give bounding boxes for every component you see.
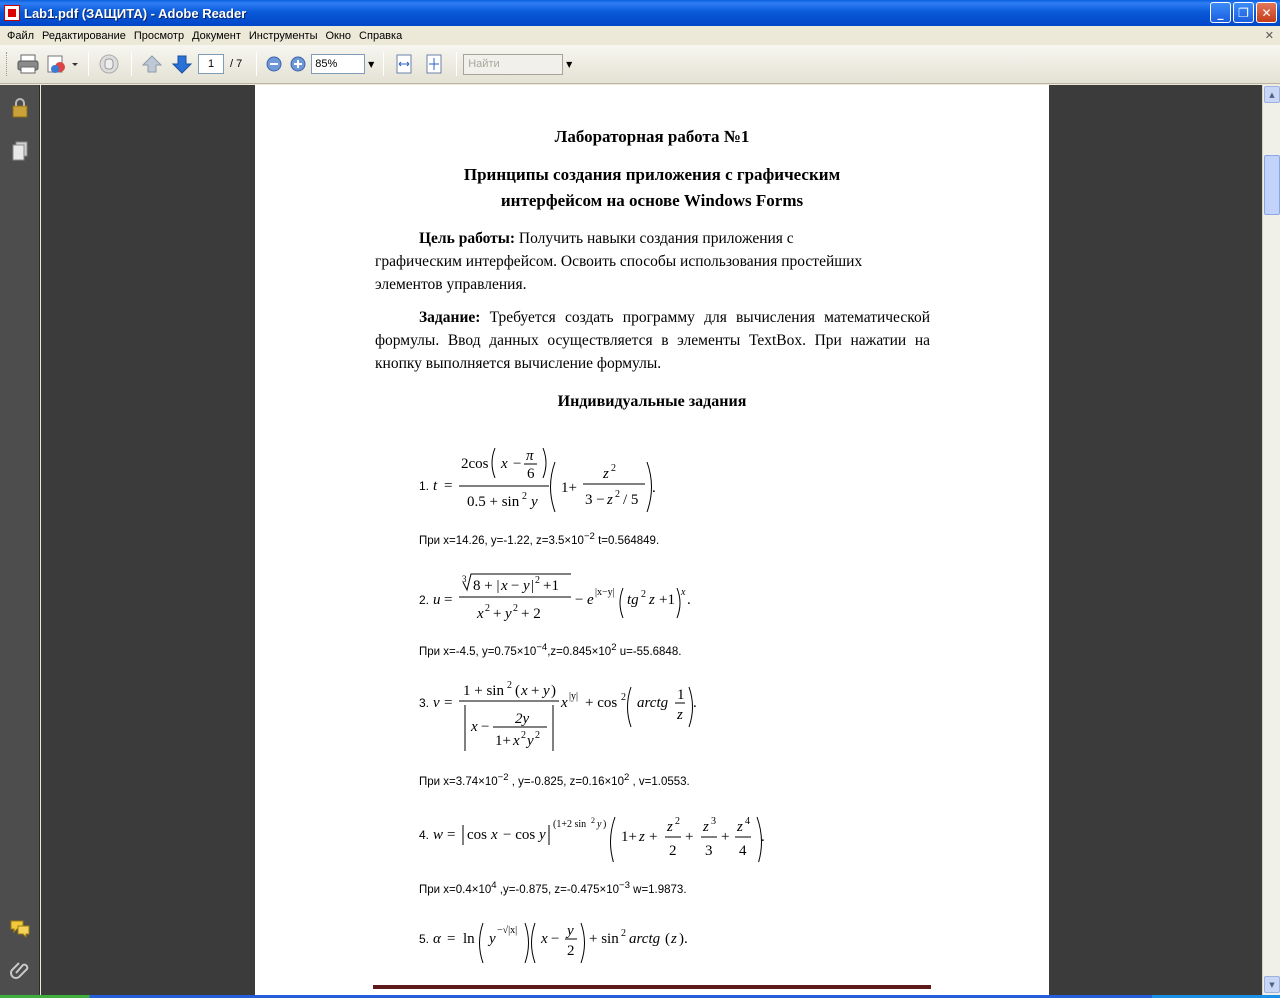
svg-text:v: v [433, 695, 440, 711]
svg-text:x: x [521, 683, 528, 699]
svg-text:z: z [703, 819, 709, 835]
svg-text:2: 2 [567, 943, 575, 959]
svg-text:2: 2 [521, 730, 526, 741]
formula-1-number: 1. [419, 479, 430, 493]
svg-text:x: x [513, 733, 520, 749]
arrow-up-icon [141, 53, 163, 75]
menu-help[interactable]: Справка [359, 29, 403, 42]
svg-text:−: − [575, 592, 584, 608]
formula-4 [419, 807, 779, 862]
svg-text:z: z [607, 492, 613, 508]
svg-text:3: 3 [705, 843, 713, 859]
svg-text:|x−y|: |x−y| [595, 587, 615, 598]
title-bar [0, 0, 1280, 26]
svg-text:.: . [652, 480, 656, 496]
menu-window[interactable]: Окно [325, 29, 352, 42]
svg-text:|y|: |y| [569, 691, 579, 702]
svg-text:π: π [526, 448, 534, 464]
svg-text:x: x [501, 456, 508, 472]
svg-text:2: 2 [611, 463, 616, 474]
svg-text:.: . [761, 829, 765, 845]
maximize-button[interactable]: ❐ [1233, 2, 1254, 23]
svg-text:+ sin: + sin [589, 931, 619, 947]
svg-text:y: y [527, 733, 534, 749]
svg-text:6: 6 [527, 466, 535, 482]
svg-text:2: 2 [675, 816, 680, 827]
zoom-in-icon [289, 55, 307, 73]
previous-page-button[interactable] [138, 50, 166, 78]
svg-text:2: 2 [513, 603, 518, 614]
svg-text:−: − [511, 578, 520, 594]
menu-view[interactable]: Просмотр [133, 29, 185, 42]
menu-tools[interactable]: Инструменты [248, 29, 318, 42]
toolbar [0, 45, 1280, 84]
svg-text:3: 3 [711, 816, 716, 827]
svg-text:y: y [523, 578, 530, 594]
fit-width-icon [393, 53, 415, 75]
svg-text:tg: tg [627, 592, 639, 608]
hand-tool-button[interactable] [95, 50, 123, 78]
svg-text:−: − [513, 456, 522, 472]
svg-text:+: + [721, 829, 730, 845]
svg-text:+ cos: + cos [585, 695, 618, 711]
menu-document[interactable]: Документ [192, 29, 241, 42]
zoom-level-field[interactable]: 85% [311, 54, 365, 74]
svg-text:z: z [667, 819, 673, 835]
svg-text:+1: +1 [543, 578, 559, 594]
share-button[interactable] [44, 50, 80, 78]
svg-text:2: 2 [669, 843, 677, 859]
doc-subtitle-line2: интерфейсом на основе Windows Forms [500, 191, 804, 210]
formula-3 [419, 679, 719, 754]
svg-text:2cos: 2cos [461, 456, 489, 472]
svg-text:+ 2: + 2 [521, 606, 541, 622]
svg-text:1+: 1+ [561, 480, 577, 496]
svg-text:/ 5: / 5 [623, 492, 639, 508]
minimize-button[interactable]: _ [1210, 2, 1231, 23]
formula-1 [419, 440, 679, 512]
svg-text:2: 2 [615, 489, 620, 500]
svg-text:z: z [671, 931, 677, 947]
formula-5-number: 5. [419, 932, 430, 946]
svg-text:(: ( [515, 683, 520, 699]
formula-2 [419, 570, 719, 625]
svg-text:2: 2 [535, 575, 540, 586]
svg-text:1 + sin: 1 + sin [463, 683, 504, 699]
svg-text:1+: 1+ [495, 733, 511, 749]
formula-4-number: 4. [419, 828, 430, 842]
svg-text:−: − [551, 931, 560, 947]
page-total: / 7 [230, 58, 243, 70]
svg-text:z: z [677, 707, 683, 723]
individual-heading: Индивидуальные задания [557, 393, 747, 410]
goal-line2: графическим интерфейсом. Освоить способы использования простейших [375, 253, 863, 270]
svg-text:− cos: − cos [503, 827, 536, 843]
svg-text:x: x [471, 719, 478, 735]
svg-text:−: − [481, 719, 490, 735]
zoom-out-button[interactable] [263, 50, 285, 78]
svg-text:z: z [649, 592, 655, 608]
svg-text:ln: ln [463, 931, 475, 947]
svg-text:y: y [543, 683, 550, 699]
svg-text:x: x [501, 578, 508, 594]
svg-text:2: 2 [507, 680, 512, 691]
page-number-input[interactable]: 1 [198, 54, 224, 74]
fit-page-icon [423, 53, 445, 75]
doc-subtitle-line1: Принципы создания приложения с графическим [463, 165, 841, 184]
svg-text:cos: cos [467, 827, 487, 843]
window-controls [1210, 2, 1277, 23]
svg-text:z: z [639, 829, 645, 845]
formula-4-note: При $x=0.4\times 10^4$ ,y=-0.875, $z=-0.475\times 10^{-3}$ w=1.9873. [419, 880, 687, 896]
svg-text:(1+2 sin: (1+2 sin [553, 819, 587, 830]
svg-text:2: 2 [591, 816, 595, 825]
svg-text:=: = [444, 478, 453, 494]
svg-text:+: + [685, 829, 694, 845]
svg-text:3: 3 [462, 574, 467, 584]
svg-text:−√|x|: −√|x| [497, 925, 518, 936]
svg-text:y: y [567, 923, 574, 939]
printer-icon [16, 53, 40, 75]
menu-file[interactable]: Файл [7, 29, 35, 42]
svg-text:x: x [561, 695, 568, 711]
svg-text:=: = [447, 827, 456, 843]
zoom-in-button[interactable] [287, 50, 309, 78]
toolbar-separator [383, 52, 384, 76]
svg-text:y: y [505, 606, 512, 622]
svg-text:x: x [541, 931, 548, 947]
svg-text:1: 1 [677, 687, 685, 703]
menu-bar [0, 26, 1280, 45]
svg-text:t: t [433, 478, 438, 494]
zoom-out-icon [265, 55, 283, 73]
svg-text:=: = [444, 695, 453, 711]
svg-text:+: + [649, 829, 658, 845]
svg-text:8 + |: 8 + | [473, 578, 500, 594]
svg-text:y: y [539, 827, 546, 843]
search-dropdown-icon[interactable]: ▼ [566, 59, 573, 69]
close-document-icon[interactable]: ✕ [1264, 29, 1274, 42]
svg-text:α: α [433, 931, 441, 947]
svg-text:+: + [493, 606, 502, 622]
svg-text:2: 2 [621, 692, 626, 703]
document-area[interactable] [41, 85, 1262, 995]
vertical-scrollbar[interactable] [1262, 85, 1280, 995]
formula-2-number: 2. [419, 593, 430, 607]
svg-text:=: = [444, 592, 453, 608]
svg-text:4: 4 [739, 843, 747, 859]
task-text: Требуется создать программу для вычисления математической формулы. Ввод данных осуществляется в элементы TextBox. При нажатии на кнопку выполняется вычисление формулы. [375, 309, 930, 372]
svg-text:x: x [491, 827, 498, 843]
lock-icon[interactable] [9, 97, 31, 119]
zoom-dropdown-icon[interactable]: ▼ [368, 59, 375, 69]
toolbar-separator [131, 52, 132, 76]
svg-text:2: 2 [522, 491, 527, 502]
doc-title: Лабораторная работа №1 [554, 127, 750, 146]
close-button[interactable]: ✕ [1256, 2, 1277, 23]
goal-line1: Получить навыки создания приложения с [515, 230, 794, 247]
formula-3-note: При $x=3.74\times 10^{-2}$ , y=-0.825, $z=0.16\times 10^2$ , v=1.0553. [419, 772, 690, 788]
page-footer-line [373, 985, 931, 989]
svg-text:z: z [737, 819, 743, 835]
svg-text:w: w [433, 827, 444, 843]
goal-label: Цель работы: [419, 230, 516, 247]
svg-text:2: 2 [621, 928, 626, 939]
scroll-up-button[interactable]: ▲ [1264, 86, 1280, 103]
task-label: Задание: [419, 309, 481, 326]
svg-text:e: e [587, 592, 594, 608]
svg-text:=: = [447, 931, 456, 947]
svg-text:u: u [433, 592, 441, 608]
svg-text:.: . [693, 695, 697, 711]
svg-text:0.5 + sin: 0.5 + sin [467, 494, 520, 510]
svg-text:.: . [687, 592, 691, 608]
svg-text:y: y [531, 494, 538, 510]
hand-icon [97, 53, 121, 75]
svg-text:4: 4 [745, 816, 750, 827]
window-title: Lab1.pdf (ЗАЩИТА) - Adobe Reader [24, 5, 247, 21]
toolbar-separator [256, 52, 257, 76]
fit-page-button[interactable] [420, 50, 448, 78]
svg-text:2: 2 [641, 589, 646, 600]
attachment-icon[interactable] [9, 959, 31, 981]
svg-text:+1: +1 [659, 592, 675, 608]
pages-icon[interactable] [9, 140, 31, 162]
print-button[interactable] [14, 50, 42, 78]
toolbar-grip[interactable] [6, 52, 9, 76]
formula-1-note: При x=14.26, y=-1.22, $z=3.5\times 10^{-2}$ t=0.564849. [419, 531, 660, 547]
svg-text:2: 2 [485, 603, 490, 614]
search-input[interactable]: Найти [463, 54, 563, 75]
toolbar-separator [88, 52, 89, 76]
svg-text:x: x [477, 606, 484, 622]
share-icon [45, 53, 79, 75]
svg-text:x: x [681, 587, 686, 598]
fit-width-button[interactable] [390, 50, 418, 78]
scroll-thumb[interactable] [1264, 155, 1280, 215]
svg-text:1+: 1+ [621, 829, 637, 845]
formula-2-note: При x=-4.5, $y=0.75\times 10^{-4},z=0.845\times 10^2$ u=-55.6848. [419, 642, 682, 658]
svg-text:+: + [531, 683, 540, 699]
next-page-button[interactable] [168, 50, 196, 78]
svg-text:2y: 2y [515, 711, 530, 727]
formula-5 [419, 915, 719, 965]
adobe-reader-icon [4, 5, 20, 21]
svg-text:y: y [489, 931, 496, 947]
svg-text:(: ( [665, 931, 670, 947]
svg-text:).: ). [679, 931, 688, 947]
goal-line3: элементов управления. [375, 276, 527, 293]
scroll-down-button[interactable]: ▼ [1264, 976, 1280, 993]
menu-edit[interactable]: Редактирование [42, 29, 126, 42]
navigation-panel [0, 85, 40, 995]
svg-text:3 −: 3 − [585, 492, 605, 508]
svg-text:arctg: arctg [637, 695, 669, 711]
arrow-down-icon [171, 53, 193, 75]
svg-text:z: z [603, 466, 609, 482]
svg-text:|: | [531, 578, 535, 594]
toolbar-separator [456, 52, 457, 76]
task-paragraph [375, 306, 930, 375]
svg-text:): ) [603, 819, 607, 830]
goal-paragraph [375, 227, 930, 296]
pdf-page [255, 85, 1049, 995]
formula-3-number: 3. [419, 696, 430, 710]
svg-text:2: 2 [535, 730, 540, 741]
svg-text:y: y [597, 819, 602, 830]
comments-icon[interactable] [9, 917, 31, 939]
svg-text:arctg: arctg [629, 931, 661, 947]
svg-text:): ) [551, 683, 556, 699]
